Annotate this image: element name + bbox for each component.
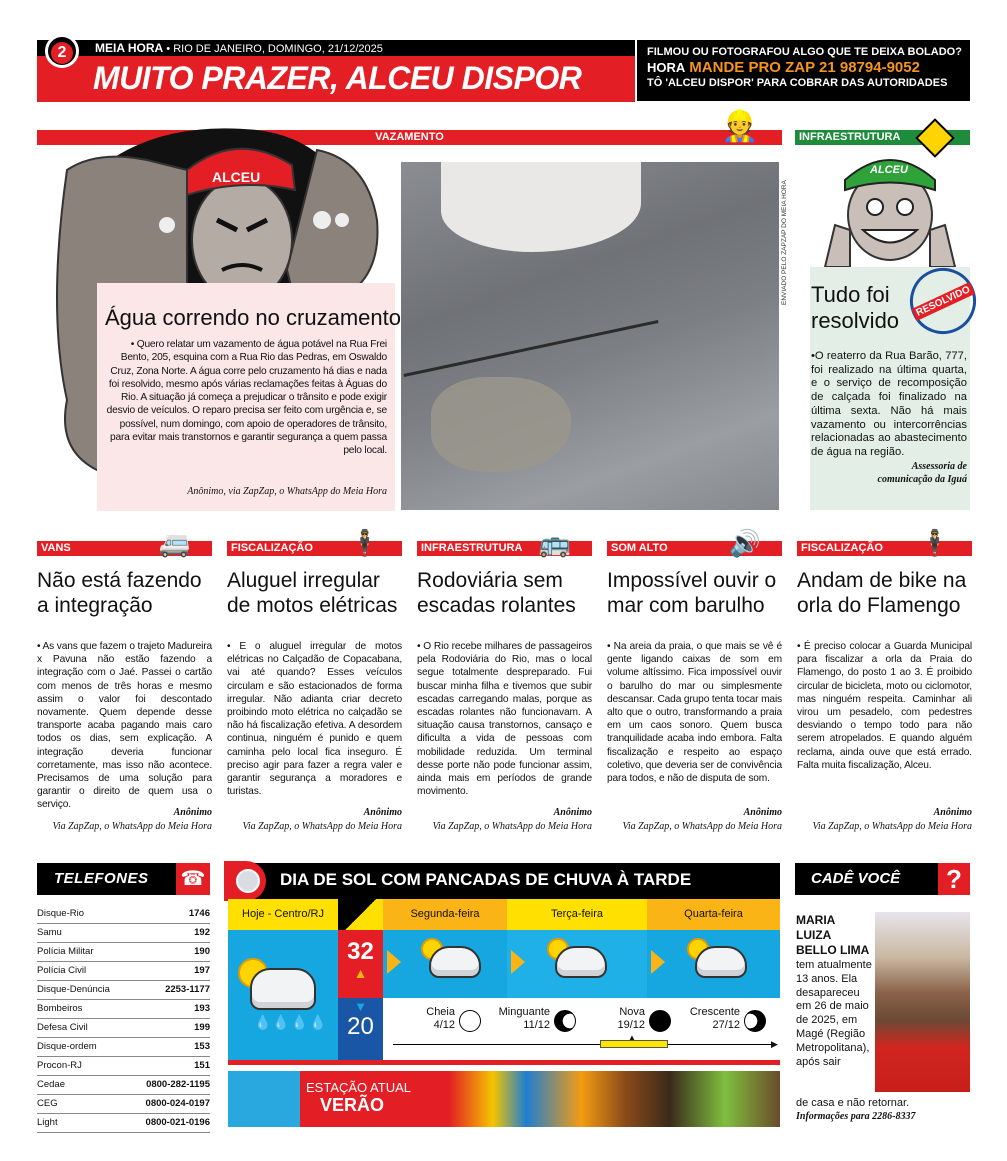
page-header xyxy=(37,40,635,102)
phones-header xyxy=(37,863,210,895)
column-author: Anônimo xyxy=(363,807,402,818)
phone-row xyxy=(37,1095,210,1114)
moon-icon xyxy=(744,1010,766,1032)
moon-phase-date: 19/12 xyxy=(617,1019,645,1031)
resolved-signature xyxy=(811,460,967,486)
moon-phase-name: Minguante xyxy=(498,1006,550,1018)
leak-photo xyxy=(401,162,779,510)
weather-bottom-rule xyxy=(228,1060,780,1065)
question-mark-icon: ? xyxy=(938,863,970,895)
column-body: • As vans que fazem o trajeto Madureira x Pavuna não estão fazendo a integração com o Jaé. Passei o cartão com menos de três horas e mesmo assim o valor foi descontado novamente. Quem depende desse transporte acaba pagando mais caro todos os dias, sem explicação. A integração deveria funcionar corretamente, mas isso não acontece. Precisamos de uma solução para garantir o direito de quem usa o serviço. xyxy=(37,641,212,811)
cloud-icon xyxy=(695,946,747,978)
phone-service: Cedae xyxy=(37,1079,65,1090)
phone-number: 2253-1177 xyxy=(165,984,210,995)
moon-phase-date: 4/12 xyxy=(433,1019,455,1031)
photo-puddle xyxy=(431,377,571,472)
timeline-arrow-icon: ▶ xyxy=(771,1039,778,1049)
page-number-badge xyxy=(45,34,79,68)
moon-phases xyxy=(383,998,780,1060)
telephone-icon: ☎ xyxy=(176,863,210,895)
promo-line-3: TÔ 'ALCEU DISPOR' PARA COBRAR DAS AUTORIDADES xyxy=(647,77,948,89)
section-bar-infraestrutura: INFRAESTRUTURA xyxy=(795,130,970,145)
day-forecast-panel xyxy=(383,930,507,998)
day-label: Terça-feira xyxy=(507,899,647,930)
phone-service: Defesa Civil xyxy=(37,1022,88,1033)
signature-line-1: Assessoria de xyxy=(911,461,967,472)
phone-service: Light xyxy=(37,1117,58,1128)
arrow-icon xyxy=(387,950,401,974)
column-body: • O Rio recebe milhares de passageiros pela Rodoviária do Rio, mas o local segue totalmente despreparado. Fui buscar minha filha e tivemos que subir escadas carregando malas, porque as escadas rolantes não funcionavam. A situação causa transtornos, cansaço e dificulta a vida de pessoas com mobilidade reduzida. Um terminal desse porte não pode funcionar assim, ainda mais em períodos de grande movimento. xyxy=(417,641,592,798)
day-label: Quarta-feira xyxy=(647,899,780,930)
raindrops-icon: 💧💧💧💧 xyxy=(254,1014,328,1030)
column-headline: Andam de bike na orla do Flamengo xyxy=(797,569,967,617)
phone-row xyxy=(37,1019,210,1038)
page-title: MUITO PRAZER, ALCEU DISPOR xyxy=(93,60,582,96)
resolved-headline: Tudo foi resolvido xyxy=(811,282,900,333)
arrow-icon xyxy=(651,950,665,974)
inspector-icon: 🕴 xyxy=(918,527,952,558)
column-body: • E o aluguel irregular de motos elétricas no Calçadão de Copacabana, vai até quando? Esses veículos circulam e são estacionados de forma irregular. Não adianta criar decreto proibindo moto elétrica no calçadão se não há fiscalização efetiva. A desordem continua, ninguém é punido e quem caminha pelo local fica inseguro. É preciso agir para fazer a regra valer e garantir segurança a moradores e turistas. xyxy=(227,641,402,798)
moon-phase-date: 11/12 xyxy=(523,1019,550,1031)
weather-header xyxy=(228,863,780,899)
max-temperature xyxy=(338,930,383,998)
van-icon: 🚐 xyxy=(158,527,192,558)
missing-person-photo xyxy=(875,912,970,1092)
phone-number: 199 xyxy=(194,1022,210,1033)
phone-row xyxy=(37,1038,210,1057)
missing-person-name: MARIA LUIZA BELLO LIMA xyxy=(796,913,870,957)
phones-title: TELEFONES xyxy=(54,870,149,887)
moon-phase-name: Crescente xyxy=(689,1006,740,1018)
phone-row xyxy=(37,943,210,962)
phone-service: Disque-Rio xyxy=(37,908,84,919)
dateline xyxy=(95,41,383,55)
moon-phase xyxy=(583,1006,673,1032)
column-headline: Aluguel irregular de motos elétricas xyxy=(227,569,398,617)
today-weather-panel xyxy=(228,930,338,1060)
signature-line-2: comunicação da Iguá xyxy=(877,474,967,485)
cloud-icon xyxy=(429,946,481,978)
missing-person-header xyxy=(795,863,970,895)
season-name: VERÃO xyxy=(320,1095,385,1115)
phone-service: Disque-ordem xyxy=(37,1041,97,1052)
column-via: Via ZapZap, o WhatsApp do Meia Hora xyxy=(812,821,972,832)
photo-crack xyxy=(404,320,659,377)
phone-row xyxy=(37,905,210,924)
phone-row xyxy=(37,1114,210,1133)
phone-row xyxy=(37,1000,210,1019)
min-temperature xyxy=(338,998,383,1060)
phone-number: 1746 xyxy=(188,908,210,919)
column-author: Anônimo xyxy=(933,807,972,818)
day-forecast-panel xyxy=(647,930,780,998)
phone-service: Disque-Denúncia xyxy=(37,984,110,995)
whatsapp-promo xyxy=(637,40,970,101)
phone-service: Polícia Militar xyxy=(37,946,94,957)
svg-text:ALCEU: ALCEU xyxy=(870,164,908,176)
column-author: Anônimo xyxy=(743,807,782,818)
up-arrow-icon: ▲ xyxy=(353,965,368,981)
missing-person-text-end: de casa e não retornar. xyxy=(796,1097,910,1109)
current-date-pointer-icon: ▲ xyxy=(628,1033,636,1042)
moon-phase-date: 27/12 xyxy=(712,1019,740,1031)
phone-number: 153 xyxy=(194,1041,210,1052)
phone-number: 197 xyxy=(194,965,210,976)
speaker-icon: 🔊 xyxy=(728,527,762,558)
promo-line-2 xyxy=(647,59,960,76)
day-label: Segunda-feira xyxy=(383,899,507,930)
column-author: Anônimo xyxy=(173,807,212,818)
phone-service: Samu xyxy=(37,927,62,938)
phone-number: 193 xyxy=(194,1003,210,1014)
promo-line-1: FILMOU OU FOTOGRAFOU ALGO QUE TE DEIXA BOLADO? xyxy=(647,46,962,58)
rain-cloud-icon xyxy=(250,968,316,1010)
day-forecast-panel xyxy=(507,930,647,998)
season-banner xyxy=(228,1071,780,1127)
phone-number: 190 xyxy=(194,946,210,957)
phone-number: 192 xyxy=(194,927,210,938)
phone-number: 0800-282-1195 xyxy=(146,1079,210,1090)
phone-number: 0800-024-0197 xyxy=(145,1098,210,1109)
feature-body: • Quero relatar um vazamento de água potável na Rua Frei Bento, 205, esquina com a Rua Rio das Pedras, em Oswaldo Cruz, Zona Norte. A água corre pelo cruzamento há dias e nada foi resolvido, mesmo após várias reclamações feitas à Águas do Rio. A situação já começa a prejudicar o trânsito e pode exigir desvio de veículos. O reparo precisa ser feito com urgência e, se possível, num domingo, com apoio de operadores de trânsito, para evitar mais transtornos e garantir segurança a quem passa pelo local. xyxy=(106,339,387,457)
column-via: Via ZapZap, o WhatsApp do Meia Hora xyxy=(432,821,592,832)
moon-phase-name: Nova xyxy=(619,1006,645,1018)
page-number: 2 xyxy=(51,42,73,64)
feature-signature: Anônimo, via ZapZap, o WhatsApp do Meia Hora xyxy=(187,486,387,497)
phone-service: CEG xyxy=(37,1098,58,1109)
section-bar: FISCALIZAÇÃO xyxy=(227,541,402,556)
section-bar: VANS xyxy=(37,541,212,556)
promo-phone: MANDE PRO ZAP 21 98794-9052 xyxy=(689,59,920,76)
missing-person-contact: Informações para 2286-8337 xyxy=(796,1111,916,1122)
weather-badge-icon xyxy=(224,861,266,901)
missing-title: CADÊ VOCÊ xyxy=(811,870,901,887)
moon-icon xyxy=(554,1010,576,1032)
feature-headline: Água correndo no cruzamento xyxy=(105,305,401,330)
moon-icon xyxy=(649,1010,671,1032)
photo-credit: ENVIADO PELO ZAPZAP DO MEIA HORA xyxy=(781,180,788,305)
moon-phase xyxy=(488,1006,578,1032)
cloud-icon xyxy=(555,946,607,978)
phone-number: 0800-021-0196 xyxy=(145,1117,210,1128)
bus-icon: 🚌 xyxy=(538,527,572,558)
svg-text:ALCEU: ALCEU xyxy=(212,169,261,185)
missing-person-text: tem atualmente 13 anos. Ela desapareceu em 26 de maio de 2025, em Magé (Região Metropolitana), após sair xyxy=(796,959,872,1068)
construction-worker-icon: 👷 xyxy=(721,109,759,143)
max-temp-value: 32 xyxy=(347,938,374,965)
whatsapp-hora-logo-icon: HORA xyxy=(647,60,686,75)
weather-forecast xyxy=(228,863,780,1065)
stamp-label: RESOLVIDO xyxy=(911,282,975,321)
column-headline: Impossível ouvir o mar com barulho xyxy=(607,569,777,617)
moon-phase xyxy=(393,1006,483,1032)
photo-white-paint xyxy=(441,162,641,252)
moon-timeline-axis xyxy=(393,1044,773,1045)
phones-list xyxy=(37,905,210,1133)
alceu-happy-mascot-illustration xyxy=(815,145,965,267)
section-bar-vazamento: VAZAMENTO xyxy=(37,130,782,145)
phone-service: Polícia Civil xyxy=(37,965,87,976)
column-author: Anônimo xyxy=(553,807,592,818)
column-headline: Não está fazendo a integração xyxy=(37,569,202,617)
phone-row xyxy=(37,981,210,1000)
phone-number: 151 xyxy=(194,1060,210,1071)
phone-row xyxy=(37,962,210,981)
min-temp-value: 20 xyxy=(347,1013,374,1040)
down-arrow-icon: ▼ xyxy=(354,999,367,1014)
column-via: Via ZapZap, o WhatsApp do Meia Hora xyxy=(242,821,402,832)
column-via: Via ZapZap, o WhatsApp do Meia Hora xyxy=(52,821,212,832)
column-body: • Na areia da praia, o que mais se vê é gente ligando caixas de som em volume altíssimo. Fica impossível ouvir o barulho do mar ou simplesmente descansar. Cada grupo tenta tocar mais alto que o outro, transformando a praia em um caos sonoro. Quem busca tranquilidade acaba indo embora. Falta fiscalização e respeito ao espaço coletivo, que deveria ser de convivência para todos, e não de disputa de som. xyxy=(607,641,782,785)
phone-service: Bombeiros xyxy=(37,1003,83,1014)
column-via: Via ZapZap, o WhatsApp do Meia Hora xyxy=(622,821,782,832)
inspector-icon: 🕴 xyxy=(348,527,382,558)
phone-row xyxy=(37,1076,210,1095)
dateline-text: • RIO DE JANEIRO, DOMINGO, 21/12/2025 xyxy=(163,43,383,55)
phone-row xyxy=(37,924,210,943)
season-label: ESTAÇÃO ATUAL xyxy=(306,1080,411,1095)
arrow-icon xyxy=(511,950,525,974)
moon-phase xyxy=(678,1006,768,1032)
moon-icon xyxy=(459,1010,481,1032)
today-label: Hoje - Centro/RJ xyxy=(228,899,338,930)
phone-row xyxy=(37,1057,210,1076)
weather-corner-decoration xyxy=(338,899,383,930)
section-bar: INFRAESTRUTURA xyxy=(417,541,592,556)
section-bar: FISCALIZAÇÃO xyxy=(797,541,972,556)
section-bar: SOM ALTO xyxy=(607,541,782,556)
paper-name: MEIA HORA xyxy=(95,41,164,55)
column-headline: Rodoviária sem escadas rolantes xyxy=(417,569,576,617)
resolved-body: •O reaterro da Rua Barão, 777, foi realizado na última quarta, e o serviço de recomposição de calçada foi finalizado na última sexta. Não há mais vazamento ou intercorrências relacionadas ao abastecimento de água na região. xyxy=(811,350,967,458)
moon-phase-name: Cheia xyxy=(426,1006,455,1018)
weather-headline: DIA DE SOL COM PANCADAS DE CHUVA À TARDE xyxy=(280,870,692,889)
column-body: • É preciso colocar a Guarda Municipal para fiscalizar a orla da Praia do Flamengo, do posto 1 ao 3. É proibido circular de bicicleta, moto ou ciclomotor, mas ninguém respeita. Caminhar ali virou um pesadelo, com pedestres desviando o tempo todo para não serem atropelados. E quando alguém reclama, ainda ouve que está errado. Falta muita fiscalização, Alceu. xyxy=(797,641,972,771)
phone-service: Procon-RJ xyxy=(37,1060,82,1071)
